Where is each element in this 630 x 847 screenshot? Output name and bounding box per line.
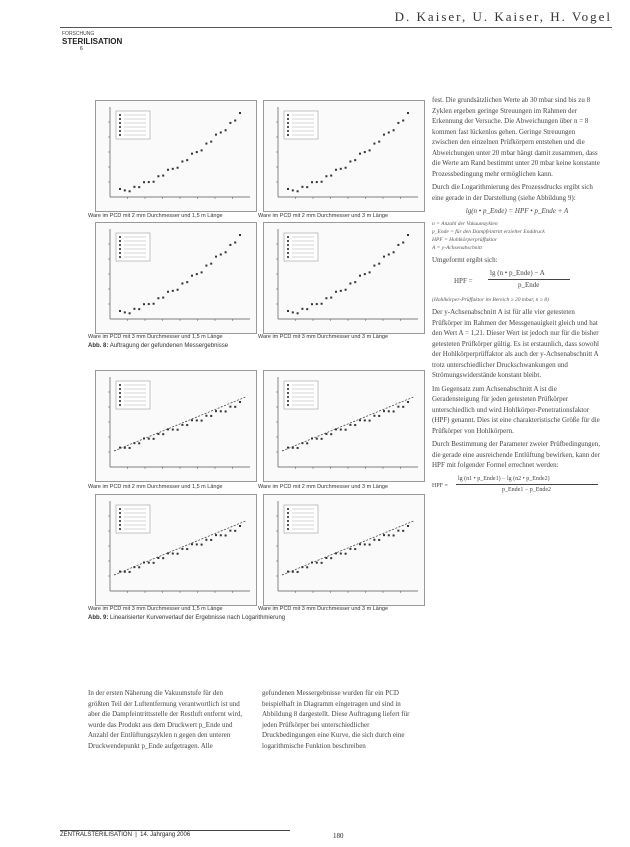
legend-marker	[287, 114, 289, 116]
data-point	[325, 297, 327, 299]
data-point	[196, 273, 198, 275]
figure8-label: Abb. 8:	[88, 343, 109, 349]
data-point	[316, 438, 318, 440]
data-point	[354, 548, 356, 550]
data-point	[191, 275, 193, 277]
right-paragraph-3: Umgeformt ergibt sich:	[432, 255, 498, 264]
data-point	[335, 169, 337, 171]
right-paragraph-6: Durch Bestimmung der Parameter zweier Prüfbedingungen, die gerade eine ausreichende Entlüftung bewirken, kann der HPF mit folgender Formel errechnet werden:	[432, 440, 600, 469]
legend-marker	[287, 520, 289, 522]
data-point	[383, 534, 385, 536]
data-point	[364, 151, 366, 153]
legend-marker	[287, 528, 289, 530]
figure9-panel-2	[263, 370, 425, 482]
data-point	[402, 242, 404, 244]
middle-bottom-column	[262, 688, 420, 754]
data-point	[306, 186, 308, 188]
legend-marker	[287, 384, 289, 386]
data-point	[138, 442, 140, 444]
legend-marker	[287, 256, 289, 258]
data-point	[383, 410, 385, 412]
data-point	[172, 168, 174, 170]
data-point	[181, 161, 183, 163]
data-point	[359, 543, 361, 545]
data-point	[234, 530, 236, 532]
data-point	[340, 168, 342, 170]
section-subtitle: 6	[80, 46, 83, 52]
data-point	[162, 297, 164, 299]
data-point	[369, 271, 371, 273]
data-point	[316, 303, 318, 305]
data-point	[378, 415, 380, 417]
data-point	[167, 291, 169, 293]
data-point	[388, 253, 390, 255]
legend-marker	[119, 388, 121, 390]
data-point	[349, 283, 351, 285]
data-point	[359, 275, 361, 277]
formula-3-denominator: p_Ende1 − p_Ende2	[502, 486, 552, 493]
data-point	[388, 410, 390, 412]
definition-item: HPF = Hohlkörperprüffaktor	[432, 236, 498, 243]
data-point	[354, 159, 356, 161]
data-point	[311, 181, 313, 183]
figure8-caption	[88, 343, 228, 349]
figure8-panel-4-caption: Ware im PCD mit 3 mm Durchmesser und 3 m Länge	[258, 334, 388, 340]
legend-marker	[287, 516, 289, 518]
legend-marker	[287, 388, 289, 390]
data-point	[359, 153, 361, 155]
data-point	[383, 134, 385, 136]
data-point	[148, 181, 150, 183]
footer-issue: 14. Jahrgang 2006	[140, 832, 191, 838]
data-point	[172, 290, 174, 292]
data-point	[201, 544, 203, 546]
data-point	[340, 290, 342, 292]
data-point	[153, 438, 155, 440]
data-point	[383, 256, 385, 258]
legend-marker	[119, 240, 121, 242]
legend-marker	[119, 392, 121, 394]
figure8-panel-3-caption: Ware im PCD mit 3 mm Durchmesser und 1,5 m Länge	[88, 334, 223, 340]
data-point	[229, 244, 231, 246]
data-point	[345, 429, 347, 431]
formula-2-note: (Hohlkörper-Prüffaktor im Bereich ≥ 20 mbar, n ≥ 8)	[432, 297, 549, 303]
figure9-panel-1-caption: Ware im PCD mit 2 mm Durchmesser und 1,5 m Länge	[88, 484, 223, 490]
left-bottom-paragraph: In der ersten Näherung die Vakuumstufe für den größten Teil der Luftentfernung verantwortlich ist und aber die Dampfeintrittsstelle der Restluft entfernt wird, wurde das Produkt aus dem Druckwert p_Ende und Anzahl der Entlüftungszyklen n gegen den unteren Druckwendepunkt p_Ende aufgetragen. Alle	[88, 689, 243, 750]
legend-marker	[287, 392, 289, 394]
formula-3-numerator: lg (n1 • p_Ende1) − lg (n2 • p_Ende2)	[458, 475, 550, 482]
data-point	[124, 189, 126, 191]
legend-marker	[119, 524, 121, 526]
legend-marker	[119, 248, 121, 250]
data-point	[297, 312, 299, 314]
data-point	[364, 543, 366, 545]
data-point	[316, 181, 318, 183]
data-point	[407, 525, 409, 527]
data-point	[210, 415, 212, 417]
data-point	[378, 263, 380, 265]
data-point	[181, 283, 183, 285]
data-point	[177, 289, 179, 291]
legend-marker	[287, 130, 289, 132]
data-point	[239, 112, 241, 114]
legend-marker	[119, 236, 121, 238]
figure9-panel-1	[95, 370, 257, 482]
data-point	[301, 186, 303, 188]
data-point	[220, 253, 222, 255]
data-point	[196, 419, 198, 421]
data-point	[330, 297, 332, 299]
left-bottom-column	[88, 688, 246, 754]
data-point	[186, 281, 188, 283]
data-point	[177, 429, 179, 431]
figure9-panel-4-caption: Ware im PCD mit 3 mm Durchmesser und 3 m Länge	[258, 606, 388, 612]
data-point	[119, 188, 121, 190]
legend-marker	[119, 404, 121, 406]
formula-2-denominator: p_Ende	[518, 281, 540, 289]
data-point	[330, 175, 332, 177]
legend-marker	[119, 244, 121, 246]
data-point	[397, 244, 399, 246]
legend-marker	[287, 252, 289, 254]
data-point	[138, 308, 140, 310]
data-point	[210, 141, 212, 143]
data-point	[402, 406, 404, 408]
right-paragraph-1: fest. Die grundsätzlichen Werte ab 30 mbar sind bis zu 8 Zyklen ergeben geringe Streuungen im Rahmen der Erkennung der Versuche. Die Abweichungen über n = 8 kommen fast lückenlos gehen. Geringe Streuungen zwischen den einzelnen Prüfkörpern entstehen und die Abweichungen unter 20 mbar hängt damit zusammen, dass die Werte am Rand bestimmt unter 20 mbar keine konstante Prozessbedingung mehr ermöglichen kann.	[432, 96, 600, 178]
formula-3	[432, 474, 602, 498]
section-kicker: FORSCHUNG	[62, 31, 95, 37]
data-point	[239, 234, 241, 236]
plot-svg	[264, 223, 424, 333]
data-point	[340, 553, 342, 555]
plot-svg	[96, 495, 256, 605]
data-point	[148, 562, 150, 564]
legend-marker	[119, 516, 121, 518]
data-point	[225, 129, 227, 131]
data-point	[335, 291, 337, 293]
legend-marker	[119, 130, 121, 132]
legend-marker	[119, 384, 121, 386]
figure9-panel-3-caption: Ware im PCD mit 3 mm Durchmesser und 1,5 m Länge	[88, 606, 223, 612]
data-point	[311, 303, 313, 305]
data-point	[321, 562, 323, 564]
legend-marker	[119, 134, 121, 136]
figure8-panel-4	[263, 222, 425, 334]
figure9-panel-4	[263, 494, 425, 606]
legend-marker	[119, 252, 121, 254]
figure8-panel-2-caption: Ware im PCD mit 2 mm Durchmesser und 3 m Länge	[258, 213, 388, 219]
data-point	[373, 415, 375, 417]
data-point	[229, 122, 231, 124]
legend-marker	[119, 400, 121, 402]
data-point	[124, 311, 126, 313]
data-point	[119, 310, 121, 312]
footer-journal: ZENTRALSTERILISATION | 14. Jahrgang 2006	[60, 832, 191, 838]
data-point	[321, 181, 323, 183]
data-point	[306, 442, 308, 444]
data-point	[157, 297, 159, 299]
legend-marker	[119, 528, 121, 530]
data-point	[196, 543, 198, 545]
data-point	[215, 134, 217, 136]
data-point	[349, 424, 351, 426]
data-point	[306, 308, 308, 310]
data-point	[186, 159, 188, 161]
data-point	[234, 242, 236, 244]
data-point	[234, 406, 236, 408]
figure9-label: Abb. 9:	[88, 615, 109, 621]
data-point	[129, 190, 131, 192]
data-point	[359, 419, 361, 421]
data-point	[297, 447, 299, 449]
data-point	[210, 539, 212, 541]
data-point	[201, 420, 203, 422]
figure8-panel-1-caption: Ware im PCD mit 2 mm Durchmesser und 1,5 m Länge	[88, 213, 223, 219]
data-point	[393, 410, 395, 412]
data-point	[153, 181, 155, 183]
data-point	[148, 303, 150, 305]
legend-marker	[119, 114, 121, 116]
data-point	[225, 251, 227, 253]
data-point	[162, 557, 164, 559]
data-point	[225, 534, 227, 536]
data-point	[373, 143, 375, 145]
data-point	[369, 544, 371, 546]
data-point	[153, 562, 155, 564]
data-point	[373, 265, 375, 267]
figure8-panel-1	[95, 100, 257, 212]
data-point	[239, 525, 241, 527]
data-point	[393, 534, 395, 536]
data-point	[177, 167, 179, 169]
section-title: STERILISATION	[62, 37, 123, 46]
legend-marker	[287, 240, 289, 242]
data-point	[349, 548, 351, 550]
data-point	[234, 120, 236, 122]
data-point	[345, 553, 347, 555]
data-point	[148, 438, 150, 440]
data-point	[393, 129, 395, 131]
data-point	[143, 181, 145, 183]
data-point	[397, 122, 399, 124]
data-point	[349, 161, 351, 163]
definition-item: p_Ende = für den Dampfeintritt erzielter Enddruck	[432, 228, 545, 235]
data-point	[153, 303, 155, 305]
plot-svg	[264, 101, 424, 211]
right-paragraph-2: Durch die Logarithmierung des Prozessdrucks ergibt sich eine gerade in der Darstellung (siehe Abbildung 9):	[432, 183, 593, 202]
data-point	[225, 410, 227, 412]
data-point	[167, 169, 169, 171]
data-point	[205, 143, 207, 145]
data-point	[373, 539, 375, 541]
data-point	[138, 566, 140, 568]
data-point	[129, 571, 131, 573]
data-point	[407, 401, 409, 403]
legend-marker	[287, 126, 289, 128]
data-point	[297, 190, 299, 192]
legend-marker	[287, 118, 289, 120]
legend-marker	[119, 122, 121, 124]
data-point	[388, 131, 390, 133]
data-point	[407, 234, 409, 236]
figure9-caption-text: Linearisierter Kurvenverlauf der Ergebnisse nach Logarithmierung	[110, 615, 286, 621]
header-authors: D. Kaiser, U. Kaiser, H. Vogel	[394, 9, 612, 24]
data-point	[393, 251, 395, 253]
data-point	[316, 562, 318, 564]
right-paragraph-4: Der y-Achsenabschnitt A ist für alle vier getesteten Prüfkörper im Rahmen der Messgenauigkeit gleich und hat den Wert A = 1,21. Dieser Wert ist jedoch nur für die bisher getesteten Prüfkörper gültig. Es ist erstaunlich, dass sowohl der Hohlkörperprüffaktor als auch der y-Achsenabschnitt A trotz unterschiedlicher Druckschwankungen und Strömungswiderstände konstant bleibt.	[432, 308, 599, 379]
plot-svg	[96, 223, 256, 333]
data-point	[220, 131, 222, 133]
data-point	[138, 186, 140, 188]
data-point	[157, 175, 159, 177]
formula-2-lhs: HPF =	[454, 277, 473, 285]
data-point	[205, 539, 207, 541]
legend-marker	[119, 118, 121, 120]
data-point	[229, 530, 231, 532]
page-number: 180	[333, 832, 344, 840]
legend-marker	[287, 508, 289, 510]
figure9-panel-2-caption: Ware im PCD mit 2 mm Durchmesser und 3 m Länge	[258, 484, 388, 490]
data-point	[297, 571, 299, 573]
formula-2-numerator: lg (n • p_Ende) − A	[490, 269, 545, 277]
data-point	[364, 273, 366, 275]
legend-marker	[287, 122, 289, 124]
legend-marker	[287, 244, 289, 246]
data-point	[340, 429, 342, 431]
data-point	[388, 534, 390, 536]
data-point	[330, 557, 332, 559]
legend-marker	[287, 512, 289, 514]
data-point	[220, 534, 222, 536]
data-point	[177, 553, 179, 555]
data-point	[181, 424, 183, 426]
data-point	[215, 256, 217, 258]
data-point	[321, 303, 323, 305]
data-point	[191, 543, 193, 545]
data-point	[205, 265, 207, 267]
data-point	[364, 419, 366, 421]
formula-1: lg(n • p_Ende) = HPF • p_Ende + A	[465, 207, 569, 215]
legend-marker	[287, 404, 289, 406]
data-point	[292, 311, 294, 313]
figure9-panel-3	[95, 494, 257, 606]
data-point	[321, 438, 323, 440]
data-point	[215, 410, 217, 412]
plot-svg	[264, 371, 424, 481]
data-point	[191, 153, 193, 155]
legend-marker	[119, 520, 121, 522]
data-point	[378, 141, 380, 143]
data-point	[292, 189, 294, 191]
data-point	[369, 420, 371, 422]
data-point	[162, 433, 164, 435]
data-point	[301, 308, 303, 310]
legend-marker	[287, 396, 289, 398]
formula-3-lhs: HPF =	[432, 482, 448, 489]
data-point	[205, 415, 207, 417]
data-point	[133, 308, 135, 310]
legend-marker	[287, 248, 289, 250]
data-point	[402, 530, 404, 532]
legend-marker	[287, 524, 289, 526]
data-point	[229, 406, 231, 408]
legend-marker	[119, 256, 121, 258]
data-point	[215, 534, 217, 536]
data-point	[345, 167, 347, 169]
data-point	[172, 429, 174, 431]
data-point	[397, 406, 399, 408]
data-point	[172, 553, 174, 555]
plot-svg	[264, 495, 424, 605]
plot-svg	[96, 101, 256, 211]
footer-rule	[60, 830, 290, 831]
data-point	[201, 149, 203, 151]
plot-svg	[96, 371, 256, 481]
data-point	[143, 303, 145, 305]
figure8-panel-2	[263, 100, 425, 212]
data-point	[162, 175, 164, 177]
right-column	[432, 95, 602, 498]
data-point	[325, 175, 327, 177]
data-point	[345, 289, 347, 291]
data-point	[201, 271, 203, 273]
data-point	[378, 539, 380, 541]
legend-marker	[287, 400, 289, 402]
data-point	[181, 548, 183, 550]
figure9-caption	[88, 615, 285, 621]
legend-marker	[119, 512, 121, 514]
data-point	[129, 312, 131, 314]
definition-item: n = Anzahl der Vakuumzyklen	[432, 220, 498, 227]
data-point	[186, 548, 188, 550]
data-point	[210, 263, 212, 265]
data-point	[397, 530, 399, 532]
legend-marker	[287, 236, 289, 238]
data-point	[191, 419, 193, 421]
data-point	[354, 281, 356, 283]
legend-marker	[119, 396, 121, 398]
legend-marker	[287, 134, 289, 136]
data-point	[306, 566, 308, 568]
data-point	[330, 433, 332, 435]
formula-2	[432, 268, 602, 294]
data-point	[196, 151, 198, 153]
data-point	[407, 112, 409, 114]
middle-bottom-paragraph: gefundenen Messergebnisse wurden für ein PCD beispielhaft in Diagramm eingetragen und sind in Abbildung 8 dargestellt. Diese Auftragung liefert für jeden Prüfkörper bei unterschiedlicher Druckbedingungen eine Kurve, die sich durch eine logarithmische Funktion beschreiben	[262, 689, 410, 750]
data-point	[220, 410, 222, 412]
data-point	[186, 424, 188, 426]
data-point	[354, 424, 356, 426]
legend-marker	[119, 126, 121, 128]
figure8-caption-text: Auftragung der gefundenen Messergebnisse	[109, 343, 229, 349]
right-paragraph-5: Im Gegensatz zum Achsenabschnitt A ist die Geradensteigung für jeden getesteten Prüfkörper unterschiedlich und wird Hohlkörper-Penetrationsfaktor (HPF) genannt. Dies ist eine charakteristische Größe für die Prüfkörper von Hohlkörpern.	[432, 384, 600, 435]
footer-journal-name: ZENTRALSTERILISATION	[60, 832, 132, 838]
definition-item: A = y-Achsenabschnitt	[432, 244, 483, 251]
data-point	[369, 149, 371, 151]
legend-marker	[119, 508, 121, 510]
data-point	[287, 188, 289, 190]
data-point	[239, 401, 241, 403]
header-rule	[60, 27, 612, 28]
definitions	[432, 220, 602, 252]
figure8-panel-3	[95, 222, 257, 334]
data-point	[129, 447, 131, 449]
data-point	[287, 310, 289, 312]
data-point	[133, 186, 135, 188]
data-point	[402, 120, 404, 122]
